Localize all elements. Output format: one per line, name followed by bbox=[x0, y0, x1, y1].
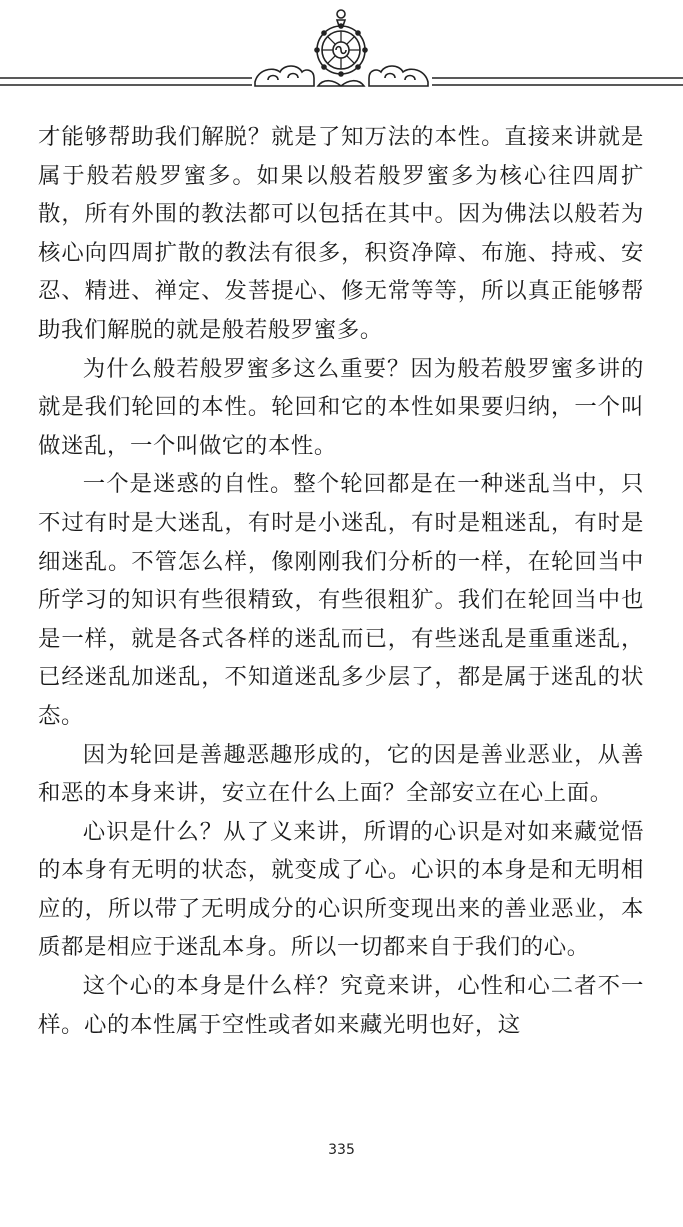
paragraph: 这个心的本身是什么样？究竟来讲，心性和心二者不一样。心的本性属于空性或者如来藏光明也好，这 bbox=[38, 973, 644, 1038]
paragraph-continuation: 才能够帮助我们解脱？就是了知万法的本性。直接来讲就是属于般若般罗蜜多。如果以般若般罗蜜多为核心往四周扩散，所有外围的教法都可以包括在其中。因为佛法以般若为核心向四周扩散的教法有很多，积资净障、布施、持戒、安忍、精进、禅定、发菩提心、修无常等等，所以真正能够帮助我们解脱的就是般若般罗蜜多。 bbox=[38, 124, 644, 343]
cloud-scroll-left-icon bbox=[255, 66, 314, 86]
page-number: 335 bbox=[328, 1142, 355, 1158]
paragraph: 因为轮回是善趣恶趣形成的，它的因是善业恶业，从善和恶的本身来讲，安立在什么上面？全部安立在心上面。 bbox=[38, 741, 644, 807]
dharma-wheel-icon bbox=[315, 10, 367, 86]
header-rule bbox=[0, 78, 683, 85]
cloud-scroll-right-icon bbox=[369, 66, 428, 86]
header-ornament-graphic bbox=[0, 0, 683, 100]
paragraph: 一个是迷惑的自性。整个轮回都是在一种迷乱当中，只不过有时是大迷乱，有时是小迷乱，有时是粗迷乱，有时是细迷乱。不管怎么样，像刚刚我们分析的一样，在轮回当中所学习的知识有些很精致，有些很粗犷。我们在轮回当中也是一样，就是各式各样的迷乱而已，有些迷乱是重重迷乱，已经迷乱加迷乱，不知道迷乱多少层了，都是属于迷乱的状态。 bbox=[38, 471, 644, 729]
paragraph: 心识是什么？从了义来讲，所谓的心识是对如来藏觉悟的本身有无明的状态，就变成了心。心识的本身是和无明相应的，所以带了无明成分的心识所变现出来的善业恶业，本质都是相应于迷乱本身。所以一切都来自于我们的心。 bbox=[38, 818, 644, 961]
page-header-ornament bbox=[0, 0, 683, 100]
page-body bbox=[38, 118, 644, 1044]
paragraph: 为什么般若般罗蜜多这么重要？因为般若般罗蜜多讲的就是我们轮回的本性。轮回和它的本性如果要归纳，一个叫做迷乱，一个叫做它的本性。 bbox=[38, 355, 644, 459]
